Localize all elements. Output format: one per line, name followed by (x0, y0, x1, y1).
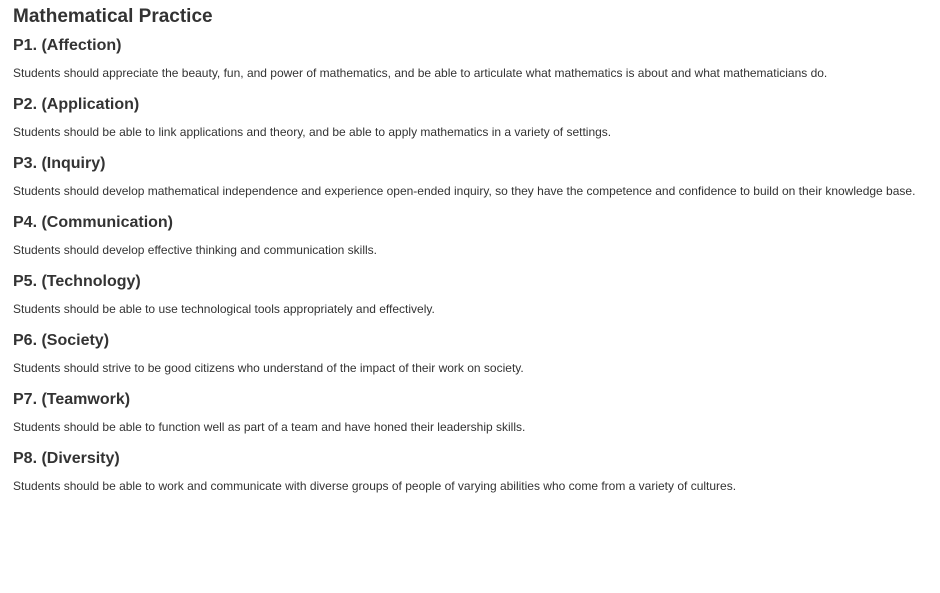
practice-p5 (13, 271, 933, 319)
practice-heading: P7. (Teamwork) (13, 391, 131, 408)
practice-description: Students should be able to function well as part of a team and have honed their leadership skills. (13, 420, 526, 434)
practice-p4 (13, 212, 933, 260)
practice-p8 (13, 448, 933, 496)
practice-description: Students should strive to be good citizens who understand of the impact of their work on society. (13, 361, 524, 375)
practice-heading: P5. (Technology) (13, 273, 141, 290)
practice-p7 (13, 389, 933, 437)
practice-description: Students should appreciate the beauty, fun, and power of mathematics, and be able to articulate what mathematics is about and what mathematicians do. (13, 66, 828, 80)
practice-description: Students should be able to use technological tools appropriately and effectively. (13, 302, 435, 316)
practice-p1 (13, 35, 933, 83)
practice-description: Students should develop mathematical independence and experience open-ended inquiry, so they have the competence and confidence to build on their knowledge base. (13, 184, 916, 198)
practice-p2 (13, 94, 933, 142)
practice-heading: P6. (Society) (13, 332, 110, 349)
practice-heading: P8. (Diversity) (13, 450, 120, 467)
practice-heading: P1. (Affection) (13, 37, 122, 54)
practice-heading: P3. (Inquiry) (13, 155, 106, 172)
practice-description: Students should be able to link applications and theory, and be able to apply mathematics in a variety of settings. (13, 125, 612, 139)
practice-p3 (13, 153, 933, 201)
practice-heading: P2. (Application) (13, 96, 140, 113)
practice-p6 (13, 330, 933, 378)
practice-heading: P4. (Communication) (13, 214, 174, 231)
practice-description: Students should be able to work and communicate with diverse groups of people of varying abilities who come from a variety of cultures. (13, 479, 737, 493)
practice-description: Students should develop effective thinking and communication skills. (13, 243, 377, 257)
page-title: Mathematical Practice (13, 6, 213, 27)
